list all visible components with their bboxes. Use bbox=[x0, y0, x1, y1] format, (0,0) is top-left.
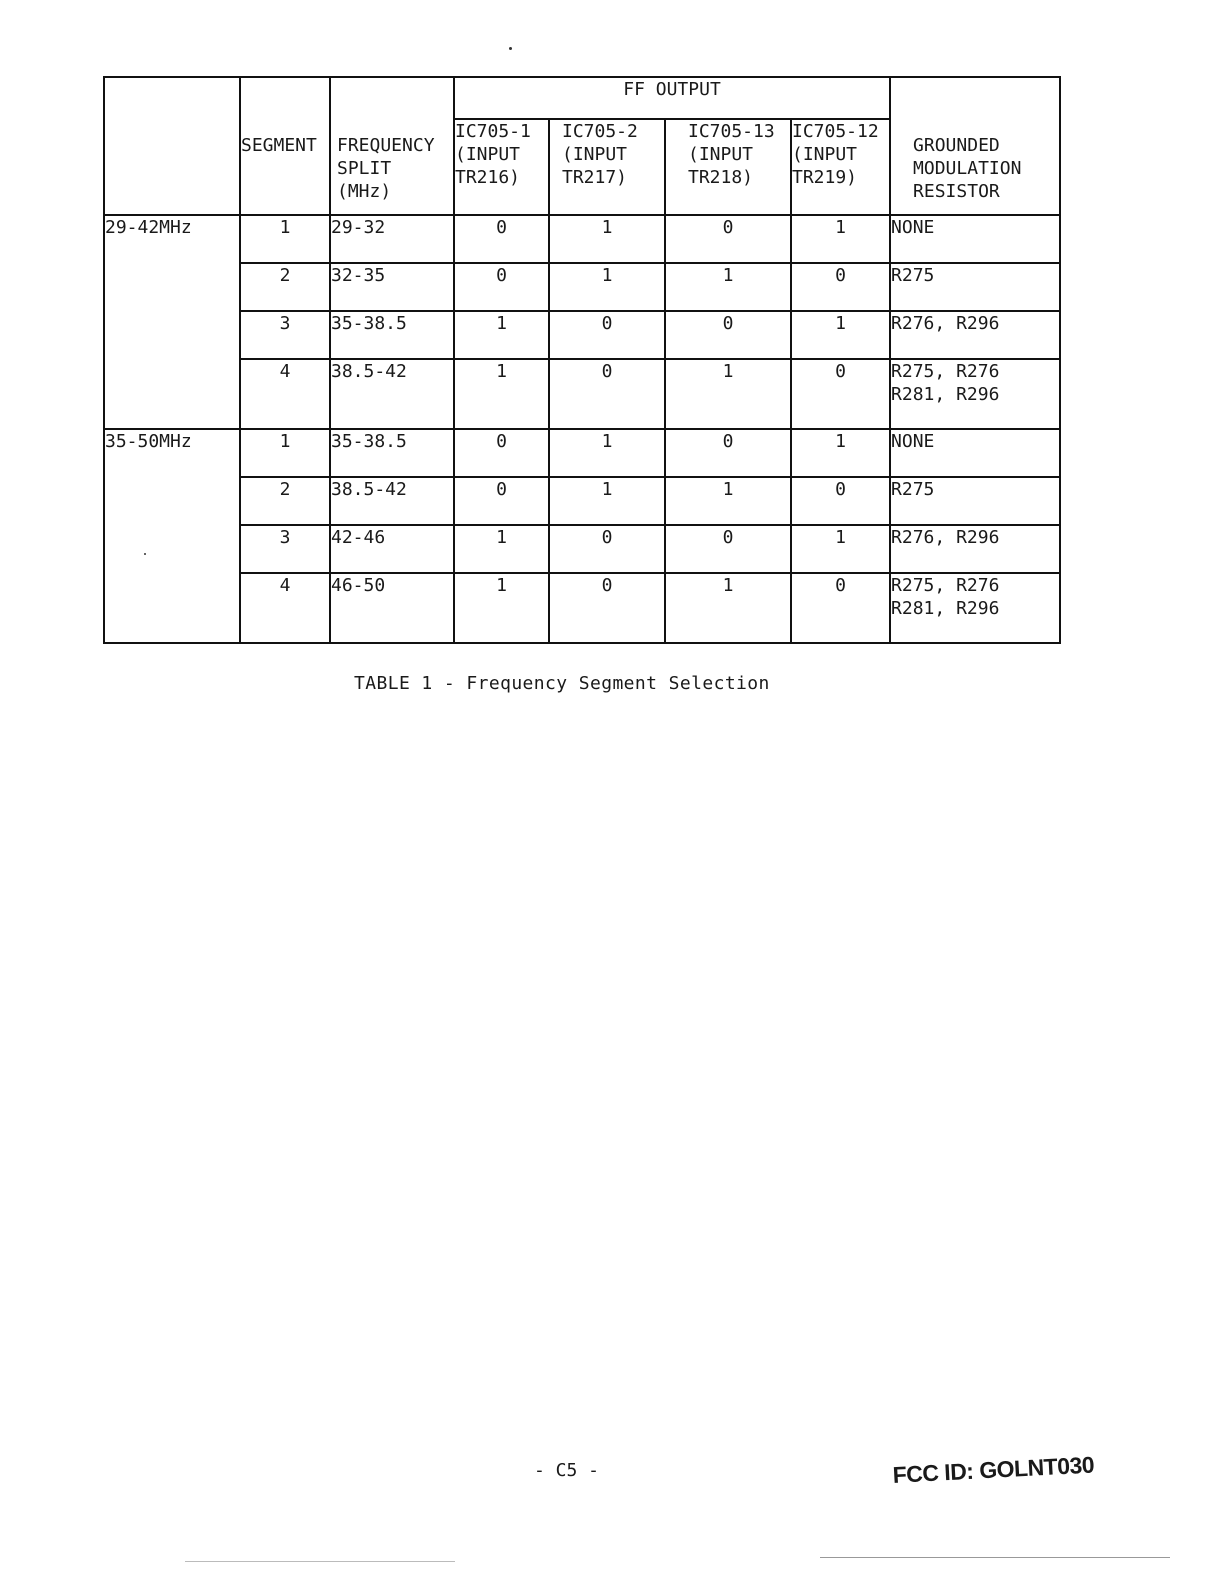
ic705-2-cell: 0 bbox=[549, 311, 665, 359]
ic705-12-cell: 0 bbox=[791, 263, 890, 311]
ic705-1-cell: 1 bbox=[454, 525, 549, 573]
segment-cell: 3 bbox=[240, 525, 330, 573]
segment-cell: 3 bbox=[240, 311, 330, 359]
ic705-12-cell: 1 bbox=[791, 311, 890, 359]
segment-cell: 2 bbox=[240, 477, 330, 525]
fcc-id-stamp: FCC ID: GOLNT030 bbox=[892, 1451, 1095, 1488]
split-cell: 35-38.5 bbox=[330, 429, 454, 477]
ic705-1-cell: 1 bbox=[454, 311, 549, 359]
split-cell: 29-32 bbox=[330, 215, 454, 263]
band-header-cell bbox=[104, 77, 240, 215]
table-row bbox=[104, 311, 1060, 359]
grounded-resistor-header: GROUNDED MODULATION RESISTOR bbox=[890, 77, 1060, 215]
ic705-1-cell: 0 bbox=[454, 215, 549, 263]
resistor-cell: R276, R296 bbox=[890, 311, 1060, 359]
ic705-1-cell: 0 bbox=[454, 429, 549, 477]
split-cell: 35-38.5 bbox=[330, 311, 454, 359]
ic705-13-cell: 1 bbox=[665, 477, 791, 525]
split-cell: 38.5-42 bbox=[330, 359, 454, 429]
table-row bbox=[104, 263, 1060, 311]
ic705-12-cell: 0 bbox=[791, 477, 890, 525]
segment-cell: 4 bbox=[240, 573, 330, 643]
resistor-cell: R275, R276 R281, R296 bbox=[890, 573, 1060, 643]
table-row bbox=[104, 359, 1060, 429]
ic705-13-cell: 0 bbox=[665, 429, 791, 477]
segment-cell: 1 bbox=[240, 215, 330, 263]
ff-output-header: FF OUTPUT bbox=[454, 77, 890, 119]
ic705-2-cell: 1 bbox=[549, 429, 665, 477]
ic705-1-cell: 1 bbox=[454, 359, 549, 429]
resistor-cell: R275 bbox=[890, 477, 1060, 525]
band-label: 35-50MHz bbox=[104, 429, 240, 643]
ic705-12-cell: 1 bbox=[791, 429, 890, 477]
ic705-2-cell: 0 bbox=[549, 525, 665, 573]
resistor-cell: NONE bbox=[890, 215, 1060, 263]
split-cell: 38.5-42 bbox=[330, 477, 454, 525]
ic705-1-cell: 1 bbox=[454, 573, 549, 643]
ic705-13-cell: 1 bbox=[665, 359, 791, 429]
page-number: - C5 - bbox=[534, 1460, 600, 1481]
frequency-segment-table bbox=[103, 76, 1061, 644]
ic705-13-cell: 1 bbox=[665, 263, 791, 311]
segment-cell: 4 bbox=[240, 359, 330, 429]
table-row bbox=[104, 429, 1060, 477]
ic705-13-header: IC705-13 (INPUT TR218) bbox=[665, 119, 791, 215]
table-row bbox=[104, 573, 1060, 643]
ic705-1-cell: 0 bbox=[454, 263, 549, 311]
ic705-13-cell: 0 bbox=[665, 311, 791, 359]
ic705-1-cell: 0 bbox=[454, 477, 549, 525]
segment-cell: 2 bbox=[240, 263, 330, 311]
ic705-2-cell: 1 bbox=[549, 477, 665, 525]
band-label: 29-42MHz bbox=[104, 215, 240, 429]
scan-speck bbox=[509, 47, 512, 50]
ic705-12-cell: 0 bbox=[791, 573, 890, 643]
table-row bbox=[104, 215, 1060, 263]
table-row bbox=[104, 477, 1060, 525]
ic705-2-cell: 1 bbox=[549, 263, 665, 311]
resistor-cell: NONE bbox=[890, 429, 1060, 477]
scan-artifact-line bbox=[185, 1561, 455, 1562]
ic705-1-header: IC705-1 (INPUT TR216) bbox=[454, 119, 549, 215]
split-cell: 42-46 bbox=[330, 525, 454, 573]
ic705-2-cell: 1 bbox=[549, 215, 665, 263]
ic705-13-cell: 1 bbox=[665, 573, 791, 643]
ic705-12-header: IC705-12 (INPUT TR219) bbox=[791, 119, 890, 215]
ic705-12-cell: 1 bbox=[791, 525, 890, 573]
ic705-2-header: IC705-2 (INPUT TR217) bbox=[549, 119, 665, 215]
ic705-13-cell: 0 bbox=[665, 215, 791, 263]
ic705-2-cell: 0 bbox=[549, 573, 665, 643]
table-row bbox=[104, 525, 1060, 573]
scan-artifact-line bbox=[820, 1557, 1170, 1558]
split-cell: 32-35 bbox=[330, 263, 454, 311]
ic705-13-cell: 0 bbox=[665, 525, 791, 573]
table-caption: TABLE 1 - Frequency Segment Selection bbox=[354, 673, 770, 694]
resistor-cell: R275, R276 R281, R296 bbox=[890, 359, 1060, 429]
resistor-cell: R275 bbox=[890, 263, 1060, 311]
split-cell: 46-50 bbox=[330, 573, 454, 643]
segment-header: SEGMENT bbox=[240, 77, 330, 215]
ic705-12-cell: 0 bbox=[791, 359, 890, 429]
ic705-2-cell: 0 bbox=[549, 359, 665, 429]
segment-cell: 1 bbox=[240, 429, 330, 477]
resistor-cell: R276, R296 bbox=[890, 525, 1060, 573]
ic705-12-cell: 1 bbox=[791, 215, 890, 263]
frequency-split-header: FREQUENCY SPLIT (MHz) bbox=[330, 77, 454, 215]
